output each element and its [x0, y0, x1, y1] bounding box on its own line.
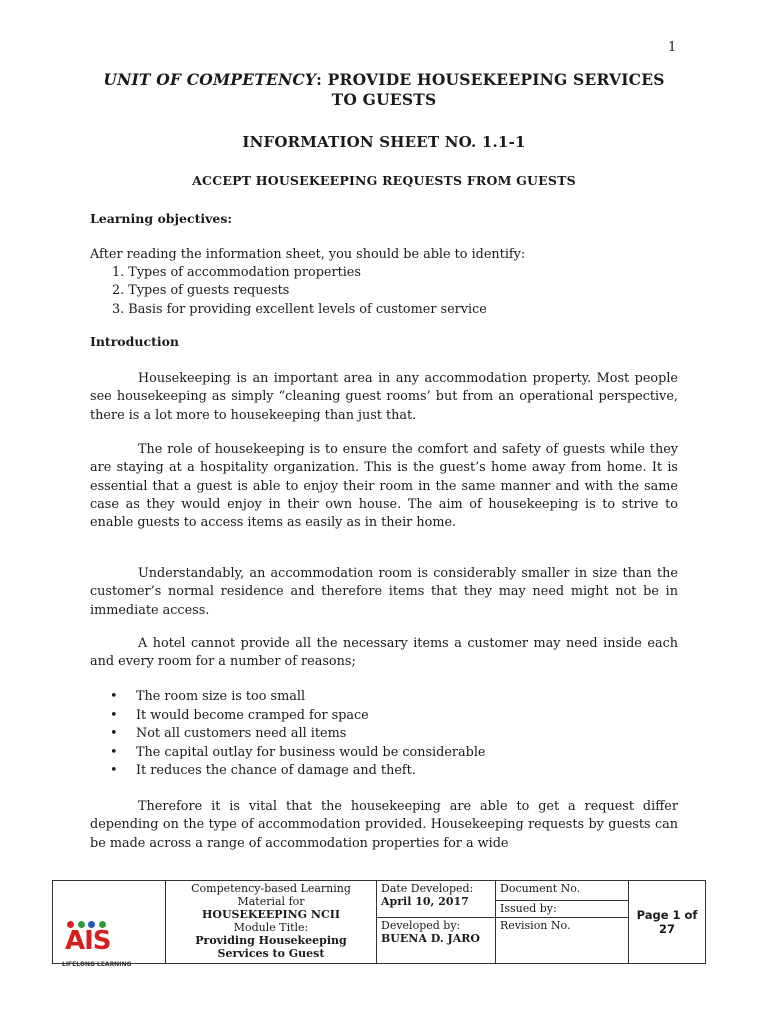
logo-letters: AIS	[65, 926, 111, 956]
paragraph: Therefore it is vital that the housekeeping are able to get a request differ depending on the type of accommodation provided. Housekeeping requests by guests can be made across a range of accommodation properties for a wide	[90, 799, 678, 851]
list-number: 2.	[112, 283, 125, 299]
logo-tagline: LIFELONG LEARNING	[62, 961, 132, 968]
list-number: 3.	[112, 301, 125, 317]
list-item	[90, 264, 487, 282]
topic-title: ACCEPT HOUSEKEEPING REQUESTS FROM GUESTS	[192, 173, 576, 188]
list-item	[110, 688, 486, 707]
paragraph: Housekeeping is an important area in any accommodation property. Most people see housekeeping as simply “cleaning guest rooms’ but from an operational perspective, there is a lot more to housekeeping than just that.	[90, 371, 678, 423]
revision-cell: Revision No.	[496, 918, 629, 964]
paragraph: A hotel cannot provide all the necessary items a customer may need inside each and every room for a number of reasons;	[90, 636, 678, 670]
list-text: Basis for providing excellent levels of customer service	[128, 301, 487, 317]
list-text: It reduces the chance of damage and theft.	[136, 763, 416, 778]
objectives-heading: Learning objectives:	[90, 211, 232, 226]
bullet-icon: •	[110, 707, 118, 723]
qualification-title: HOUSEKEEPING NCII	[201, 908, 341, 921]
issued-by-cell: Issued by:	[496, 900, 629, 918]
date-value: April 10, 2017	[381, 895, 469, 908]
page-count: Page 1 of 27	[629, 881, 706, 964]
document-number-cell: Document No.	[496, 881, 629, 901]
date-label: Date Developed:	[381, 882, 474, 895]
list-text: It would become cramped for space	[136, 707, 369, 723]
bullet-icon: •	[110, 763, 118, 778]
module-title-line1: Providing Housekeeping	[195, 934, 347, 947]
unit-label: UNIT OF COMPETENCY	[103, 70, 317, 89]
introduction-heading: Introduction	[90, 334, 180, 349]
list-text: The capital outlay for business would be considerable	[136, 744, 486, 760]
list-item	[90, 301, 487, 319]
list-text: Not all customers need all items	[136, 726, 347, 741]
document-footer-table	[52, 880, 706, 964]
objectives-intro: After reading the information sheet, you should be able to identify:	[90, 247, 526, 262]
cblm-cell	[166, 881, 377, 964]
list-number: 1.	[112, 265, 125, 280]
list-text: The room size is too small	[136, 689, 306, 704]
paragraph: Understandably, an accommodation room is considerably smaller in size than the customer’s normal residence and therefore items that they may need might not be in immediate access.	[90, 566, 678, 618]
list-item	[110, 762, 486, 781]
list-item	[90, 282, 487, 300]
list-item	[110, 725, 486, 744]
developer-value: BUENA D. JARO	[381, 932, 480, 946]
bullet-icon: •	[110, 744, 118, 760]
module-title-line2: Services to Guest	[217, 947, 325, 960]
list-item	[110, 744, 486, 763]
reasons-list	[110, 688, 486, 781]
page-number: 1	[668, 40, 677, 55]
bullet-icon: •	[110, 726, 118, 741]
list-text: Types of guests requests	[128, 283, 290, 299]
module-label: Module Title:	[233, 921, 309, 934]
objectives-list	[90, 264, 487, 319]
unit-title-line2: TO GUESTS	[331, 90, 437, 109]
paragraph: The role of housekeeping is to ensure the comfort and safety of guests while they are staying at a hospitality organization. This is the guest’s home away from home. It is essential that a guest is able to enjoy their room in the same manner and with the same case as they would enjoy in their own house. The aim of housekeeping is to strive to enable guests to access items as easily as in their home.	[90, 442, 678, 531]
developer-label: Developed by:	[381, 919, 461, 933]
date-cell	[377, 881, 496, 918]
unit-title-line1	[0, 70, 768, 89]
sheet-title: INFORMATION SHEET NO. 1.1-1	[242, 133, 526, 151]
list-text: Types of accommodation properties	[128, 265, 361, 280]
list-item	[110, 707, 486, 726]
bullet-icon: •	[110, 689, 118, 704]
cblm-line1: Competency-based Learning	[191, 882, 351, 895]
logo-cell	[53, 881, 166, 964]
cblm-line2: Material for	[237, 895, 305, 908]
unit-title-text: : PROVIDE HOUSEKEEPING SERVICES	[316, 70, 665, 89]
logo	[57, 882, 161, 962]
developer-cell	[377, 918, 496, 964]
